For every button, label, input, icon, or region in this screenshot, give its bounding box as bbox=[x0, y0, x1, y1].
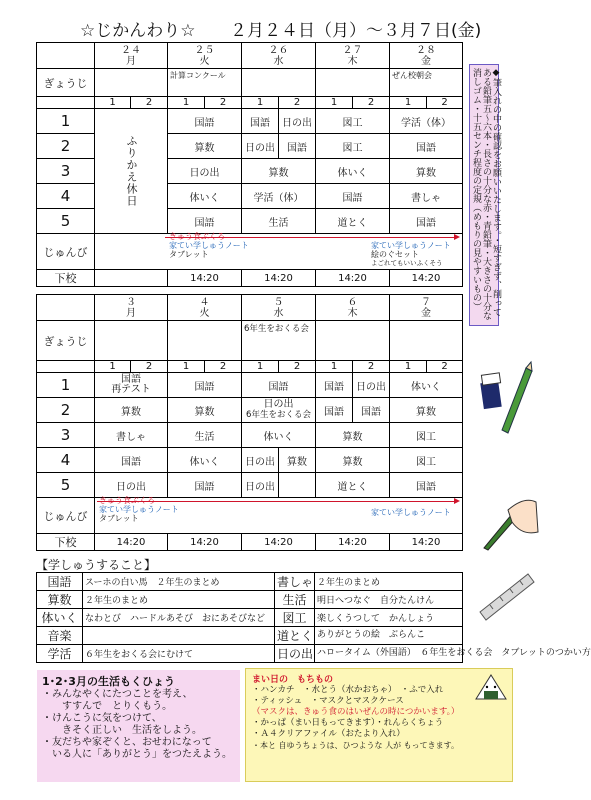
gekou-time: 14:20 bbox=[390, 534, 463, 551]
half-label: 2 bbox=[427, 97, 463, 109]
period-number: 2 bbox=[37, 134, 95, 159]
day-header: ３ 月 bbox=[95, 295, 168, 321]
subject-content: なわとび ハードルあそび おにあそびなど bbox=[83, 609, 275, 627]
half-label-cell bbox=[37, 361, 95, 373]
goal-line: ・けんこうに気をつけて、 bbox=[42, 713, 162, 724]
class-cell: 日の出 bbox=[95, 473, 168, 498]
subject-label: 道とく bbox=[275, 627, 315, 645]
item-line: （マスクは、きゅう食のはいぜんの時につかいます。） bbox=[252, 707, 460, 717]
half-label: 1 bbox=[242, 361, 279, 373]
gekou-time: 14:20 bbox=[242, 534, 316, 551]
notebook-text: 家てい学しゅうノート bbox=[371, 241, 451, 250]
gekou-time: 14:20 bbox=[168, 270, 242, 287]
period-number: 1 bbox=[37, 373, 95, 398]
class-cell: 道とく bbox=[316, 473, 390, 498]
goal-line: ・友だちや家ぞくと、おせわになって bbox=[42, 737, 212, 748]
notebook-text: 家てい学しゅうノート bbox=[169, 241, 249, 250]
class-cell: 日の出 bbox=[353, 373, 390, 398]
subject-content: ２年生のまとめ bbox=[83, 591, 275, 609]
day-header: ２７ 木 bbox=[316, 43, 390, 69]
goal-line: きそく正しい 生活をしよう。 bbox=[42, 725, 202, 736]
event-cell bbox=[316, 321, 390, 361]
item-line: ・Ａ４クリアファイル（おたより入れ） bbox=[252, 729, 405, 739]
gyouji-label: ぎょうじ bbox=[37, 69, 95, 97]
class-cell: 日の出 bbox=[242, 448, 279, 473]
junbi-cell bbox=[95, 234, 463, 270]
class-cell: 日の出 bbox=[279, 109, 316, 134]
gekou-time: 14:20 bbox=[168, 534, 242, 551]
class-cell: 算数 bbox=[95, 398, 168, 423]
class-cell: 体いく bbox=[390, 373, 463, 398]
subject-label: 日の出 bbox=[275, 645, 315, 663]
class-cell: 算数 bbox=[390, 398, 463, 423]
gekou-cell bbox=[95, 270, 168, 287]
class-cell: 図工 bbox=[316, 134, 390, 159]
subject-label: 学活 bbox=[37, 645, 83, 663]
event-cell bbox=[242, 69, 316, 97]
enogu-sub-text: よごれてもいいふくそう bbox=[371, 259, 443, 267]
class-cell: 学活（体） bbox=[242, 184, 316, 209]
gekou-time: 14:20 bbox=[95, 534, 168, 551]
gekou-time: 14:20 bbox=[390, 270, 463, 287]
class-cell: 国語 bbox=[353, 398, 390, 423]
date-range: ２月２４日（月）～３月７日(金) bbox=[230, 21, 482, 41]
half-label: 1 bbox=[95, 97, 131, 109]
class-cell: 国語 bbox=[316, 373, 353, 398]
subject-label: 図工 bbox=[275, 609, 315, 627]
subject-label: 音楽 bbox=[37, 627, 83, 645]
day-header: ２４ 月 bbox=[95, 43, 168, 69]
class-cell: 国語 bbox=[316, 184, 390, 209]
class-cell: 国語 bbox=[95, 448, 168, 473]
item-line: ・本と 自ゆうちょうは、ひつような 人が もってきます。 bbox=[252, 741, 459, 750]
item-line: ・かっぱ（まい日もってきます）・れんらくちょう bbox=[252, 718, 444, 728]
holiday-text: ふりかえ休日 bbox=[125, 135, 138, 207]
class-cell: 書しゃ bbox=[95, 423, 168, 448]
tablet-text: タブレット bbox=[99, 514, 139, 523]
class-cell: 国語 bbox=[279, 134, 316, 159]
class-cell: 算数 bbox=[390, 159, 463, 184]
half-label: 1 bbox=[316, 361, 353, 373]
class-cell: 日の出 6年生をおくる会 bbox=[242, 398, 316, 423]
subject-label: 算数 bbox=[37, 591, 83, 609]
day-header: ２６ 水 bbox=[242, 43, 316, 69]
subject-content: スーホの白い馬 ２年生のまとめ bbox=[83, 573, 275, 591]
kyushoku-text: きゅう食ぶくろ bbox=[169, 232, 225, 241]
subject-content: ハロータイム（外国語） ６年生をおくる会 タブレットのつかい方 bbox=[315, 645, 463, 663]
class-cell: 算数 bbox=[168, 134, 242, 159]
items-title: まい日の もちもの bbox=[252, 675, 334, 685]
half-label: 2 bbox=[131, 361, 168, 373]
event-cell bbox=[242, 321, 316, 361]
half-label: 1 bbox=[316, 97, 353, 109]
day-header: ２５ 火 bbox=[168, 43, 242, 69]
pencil-case-note bbox=[469, 64, 499, 326]
gekou-label: 下校 bbox=[37, 270, 95, 287]
subject-content: ６年生をおくる会にむけて bbox=[83, 645, 275, 663]
week1-table bbox=[36, 42, 463, 287]
class-cell: 生活 bbox=[242, 209, 316, 234]
class-cell: 図工 bbox=[390, 448, 463, 473]
class-cell: 書しゃ bbox=[390, 184, 463, 209]
half-label: 1 bbox=[390, 361, 427, 373]
class-cell: 生活 bbox=[168, 423, 242, 448]
event-cell bbox=[95, 69, 168, 97]
half-label: 2 bbox=[279, 97, 316, 109]
gekou-label: 下校 bbox=[37, 534, 95, 551]
half-label: 1 bbox=[168, 97, 205, 109]
half-label: 2 bbox=[205, 97, 242, 109]
half-label: 2 bbox=[205, 361, 242, 373]
kyushoku-text: きゅう食ぶくろ bbox=[99, 496, 155, 505]
eraser-pencil-icon bbox=[478, 360, 538, 440]
class-cell: 国語 bbox=[242, 373, 316, 398]
class-cell: 日の出 bbox=[242, 134, 279, 159]
subject-label: 生活 bbox=[275, 591, 315, 609]
period-number: 5 bbox=[37, 209, 95, 234]
subject-content bbox=[83, 627, 275, 645]
subject-content: 明日へつなぐ 自分たんけん bbox=[315, 591, 463, 609]
class-cell: 日の出 bbox=[242, 473, 279, 498]
class-cell: 国語 bbox=[168, 473, 242, 498]
corner-cell bbox=[37, 43, 95, 69]
half-label: 2 bbox=[353, 361, 390, 373]
rice-ball-icon bbox=[474, 673, 508, 703]
event-cell bbox=[390, 321, 463, 361]
life-goals-box bbox=[37, 670, 240, 782]
period-number: 1 bbox=[37, 109, 95, 134]
class-cell bbox=[279, 473, 316, 498]
event-cell bbox=[168, 69, 242, 97]
class-cell: 図工 bbox=[316, 109, 390, 134]
class-cell: 国語 再テスト bbox=[95, 373, 168, 398]
class-cell: 体いく bbox=[168, 184, 242, 209]
period-number: 3 bbox=[37, 159, 95, 184]
subject-content: ありがとうの絵 ぶらんこ bbox=[315, 627, 463, 645]
class-cell: 体いく bbox=[316, 159, 390, 184]
goal-line: すすんで とりくもう。 bbox=[42, 701, 173, 712]
event-cell bbox=[95, 321, 168, 361]
class-cell: 日の出 bbox=[168, 159, 242, 184]
event-cell bbox=[168, 321, 242, 361]
class-cell: 国語 bbox=[390, 209, 463, 234]
tablet-text: タブレット bbox=[169, 250, 209, 259]
period-number: 4 bbox=[37, 448, 95, 473]
class-cell: 学活（体） bbox=[390, 109, 463, 134]
goal-line: いる人に「ありがとう」をつたえよう。 bbox=[42, 749, 232, 760]
study-title: 【学しゅうすること】 bbox=[36, 558, 157, 572]
day-header: ２８ 金 bbox=[390, 43, 463, 69]
class-cell: 国語 bbox=[390, 134, 463, 159]
study-table bbox=[36, 572, 591, 663]
day-header: ６ 木 bbox=[316, 295, 390, 321]
ruler-icon bbox=[476, 568, 536, 628]
goals-title: 1･2･3月の生活もくひょう bbox=[42, 675, 175, 688]
class-cell: 国語 bbox=[316, 398, 353, 423]
note-text: ◆筆入れの中の確認をお願いいたします。・短すぎず、削ってある鉛筆五～六本・長さの十分な赤・青鉛筆・大きさの十分な消しゴム・十五センチ程度の定規（めもりの見やすいもの） bbox=[471, 68, 501, 320]
class-cell: 体いく bbox=[168, 448, 242, 473]
class-cell: 算数 bbox=[316, 423, 390, 448]
half-label: 1 bbox=[242, 97, 279, 109]
gekou-time: 14:20 bbox=[316, 270, 390, 287]
enogu-text: 絵のぐセット bbox=[371, 250, 419, 259]
half-label: 2 bbox=[279, 361, 316, 373]
subject-label: 書しゃ bbox=[275, 573, 315, 591]
gekou-time: 14:20 bbox=[316, 534, 390, 551]
junbi-cell bbox=[95, 498, 463, 534]
title-label: ☆じかんわり☆ bbox=[80, 21, 196, 41]
notebook-text: 家てい学しゅうノート bbox=[99, 505, 179, 514]
gyouji-label: ぎょうじ bbox=[37, 321, 95, 361]
daily-items-box bbox=[245, 668, 513, 782]
page-title bbox=[80, 16, 500, 41]
half-label: 1 bbox=[95, 361, 131, 373]
class-cell: 国語 bbox=[168, 373, 242, 398]
class-cell: 国語 bbox=[390, 473, 463, 498]
class-cell: 道とく bbox=[316, 209, 390, 234]
gekou-time: 14:20 bbox=[242, 270, 316, 287]
period-number: 4 bbox=[37, 184, 95, 209]
event-text: 6年生をおくる会 bbox=[244, 324, 309, 334]
period-number: 3 bbox=[37, 423, 95, 448]
subject-label: 体いく bbox=[37, 609, 83, 627]
day-header: ７ 金 bbox=[390, 295, 463, 321]
event-text: 計算コンクール bbox=[170, 71, 226, 80]
subject-content: 楽しくうつして かんしょう bbox=[315, 609, 463, 627]
class-cell: 国語 bbox=[168, 109, 242, 134]
half-label: 1 bbox=[390, 97, 427, 109]
junbi-label: じゅんび bbox=[37, 234, 95, 270]
goal-line: ・みんなやくにたつことを考え、 bbox=[42, 689, 193, 700]
subject-content: ２年生のまとめ bbox=[315, 573, 463, 591]
class-cell: 算数 bbox=[168, 398, 242, 423]
junbi-label: じゅんび bbox=[37, 498, 95, 534]
class-cell: 算数 bbox=[242, 159, 316, 184]
holiday-cell bbox=[95, 109, 168, 234]
period-number: 2 bbox=[37, 398, 95, 423]
week2-table bbox=[36, 294, 463, 551]
class-cell: 算数 bbox=[279, 448, 316, 473]
corner-cell bbox=[37, 295, 95, 321]
half-label: 2 bbox=[427, 361, 463, 373]
day-header: ５ 水 bbox=[242, 295, 316, 321]
half-label: 2 bbox=[131, 97, 168, 109]
half-label: 1 bbox=[168, 361, 205, 373]
day-header: ４ 火 bbox=[168, 295, 242, 321]
item-line: ・ティッシュ ・マスクとマスクケース bbox=[252, 696, 404, 706]
half-label-cell bbox=[37, 97, 95, 109]
hand-pencil-icon bbox=[478, 492, 540, 552]
event-cell bbox=[316, 69, 390, 97]
notebook-text: 家てい学しゅうノート bbox=[371, 508, 451, 517]
event-text: ぜん校朝会 bbox=[392, 71, 432, 80]
event-cell bbox=[390, 69, 463, 97]
class-cell: 算数 bbox=[316, 448, 390, 473]
class-cell: 体いく bbox=[242, 423, 316, 448]
period-number: 5 bbox=[37, 473, 95, 498]
item-line: ・ハンカチ ・水とう（水かおちゃ） ・ふで入れ bbox=[252, 685, 444, 695]
half-label: 2 bbox=[353, 97, 390, 109]
class-cell: 国語 bbox=[242, 109, 279, 134]
class-cell: 国語 bbox=[168, 209, 242, 234]
class-cell: 図工 bbox=[390, 423, 463, 448]
subject-label: 国語 bbox=[37, 573, 83, 591]
